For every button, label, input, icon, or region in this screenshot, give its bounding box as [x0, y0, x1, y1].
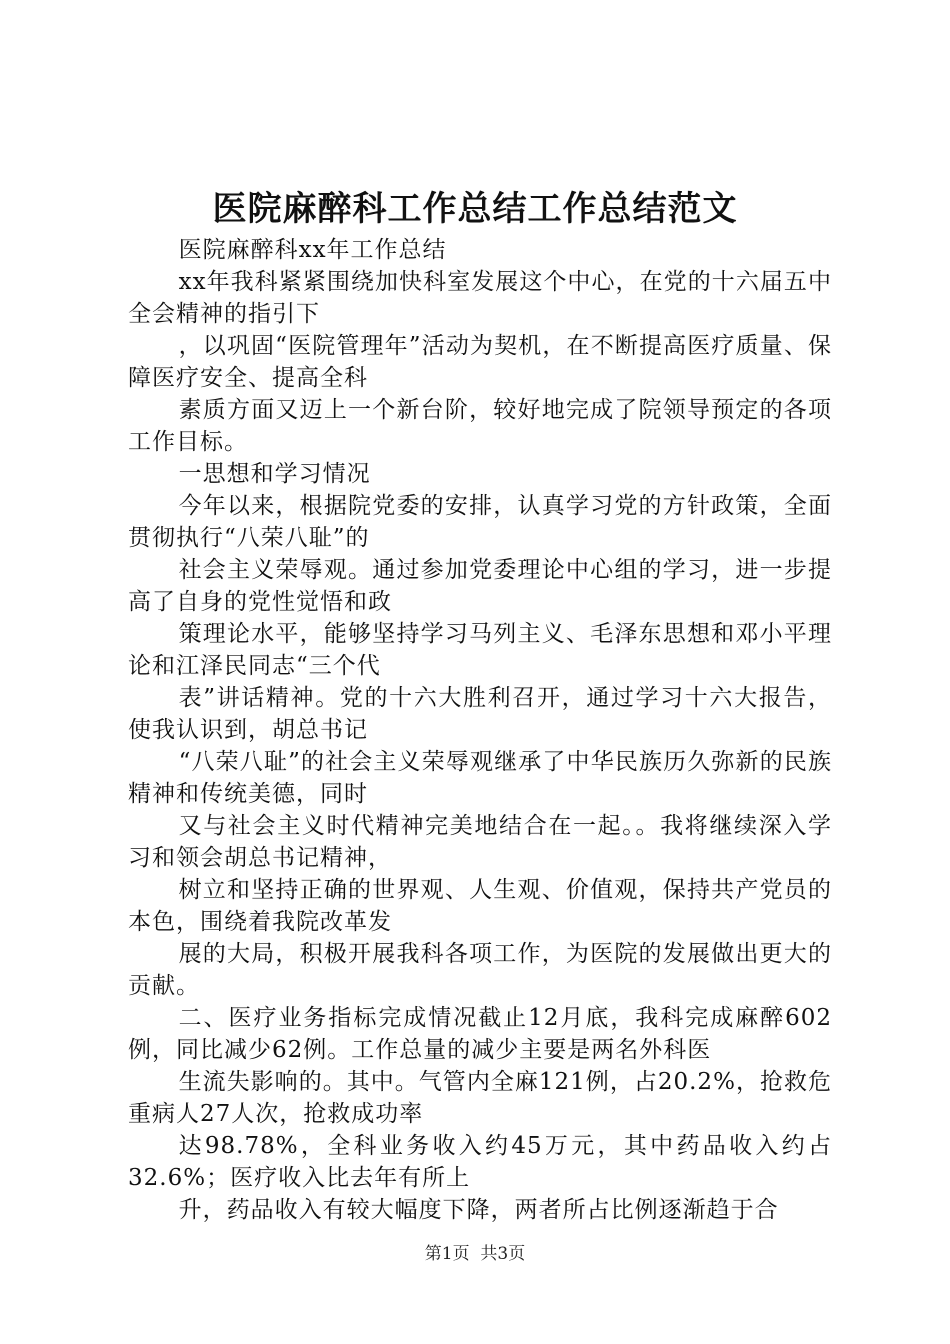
paragraph: xx年我科紧紧围绕加快科室发展这个中心，在党的十六届五中全会精神的指引下 [128, 269, 832, 327]
page-number: 第1页 [424, 1244, 470, 1264]
paragraph: 策理论水平，能够坚持学习马列主义、毛泽东思想和邓小平理论和江泽民同志“三个代 [128, 621, 832, 679]
paragraph: “八荣八耻”的社会主义荣辱观继承了中华民族历久弥新的民族精神和传统美德，同时 [128, 749, 832, 807]
document-body [128, 234, 832, 1226]
paragraph: 社会主义荣辱观。通过参加党委理论中心组的学习，进一步提高了自身的党性觉悟和政 [128, 557, 832, 615]
footer-spacer [470, 1244, 481, 1264]
paragraph: ，以巩固“医院管理年”活动为契机，在不断提高医疗质量、保障医疗安全、提高全科 [128, 333, 832, 391]
document-title: 医院麻醉科工作总结工作总结范文 [212, 189, 738, 229]
paragraph: 树立和坚持正确的世界观、人生观、价值观，保持共产党员的本色，围绕着我院改革发 [128, 877, 832, 935]
page-footer [0, 1242, 950, 1266]
paragraph: 生流失影响的。其中。气管内全麻121例，占20.2%，抢救危重病人27人次，抢救成功率 [128, 1069, 832, 1127]
section-heading: 二、医疗业务指标完成情况截止12月底，我科完成麻醉602例，同比减少62例。工作总量的减少主要是两名外科医 [128, 1005, 832, 1063]
section-heading: 一思想和学习情况 [178, 461, 371, 487]
paragraph: 又与社会主义时代精神完美地结合在一起。。我将继续深入学习和领会胡总书记精神， [128, 813, 832, 871]
paragraph: 展的大局，积极开展我科各项工作，为医院的发展做出更大的贡献。 [128, 941, 832, 999]
paragraph: 达98.78%，全科业务收入约45万元，其中药品收入约占32.6%；医疗收入比去年有所上 [128, 1133, 832, 1191]
paragraph: 今年以来，根据院党委的安排，认真学习党的方针政策，全面贯彻执行“八荣八耻”的 [128, 493, 832, 551]
paragraph: 素质方面又迈上一个新台阶，较好地完成了院领导预定的各项工作目标。 [128, 397, 832, 455]
paragraph: 医院麻醉科xx年工作总结 [178, 237, 447, 263]
paragraph: 升，药品收入有较大幅度下降，两者所占比例逐渐趋于合 [178, 1197, 779, 1223]
paragraph: 表”讲话精神。党的十六大胜利召开，通过学习十六大报告，使我认识到，胡总书记 [128, 685, 832, 743]
page-total: 共3页 [480, 1244, 526, 1264]
